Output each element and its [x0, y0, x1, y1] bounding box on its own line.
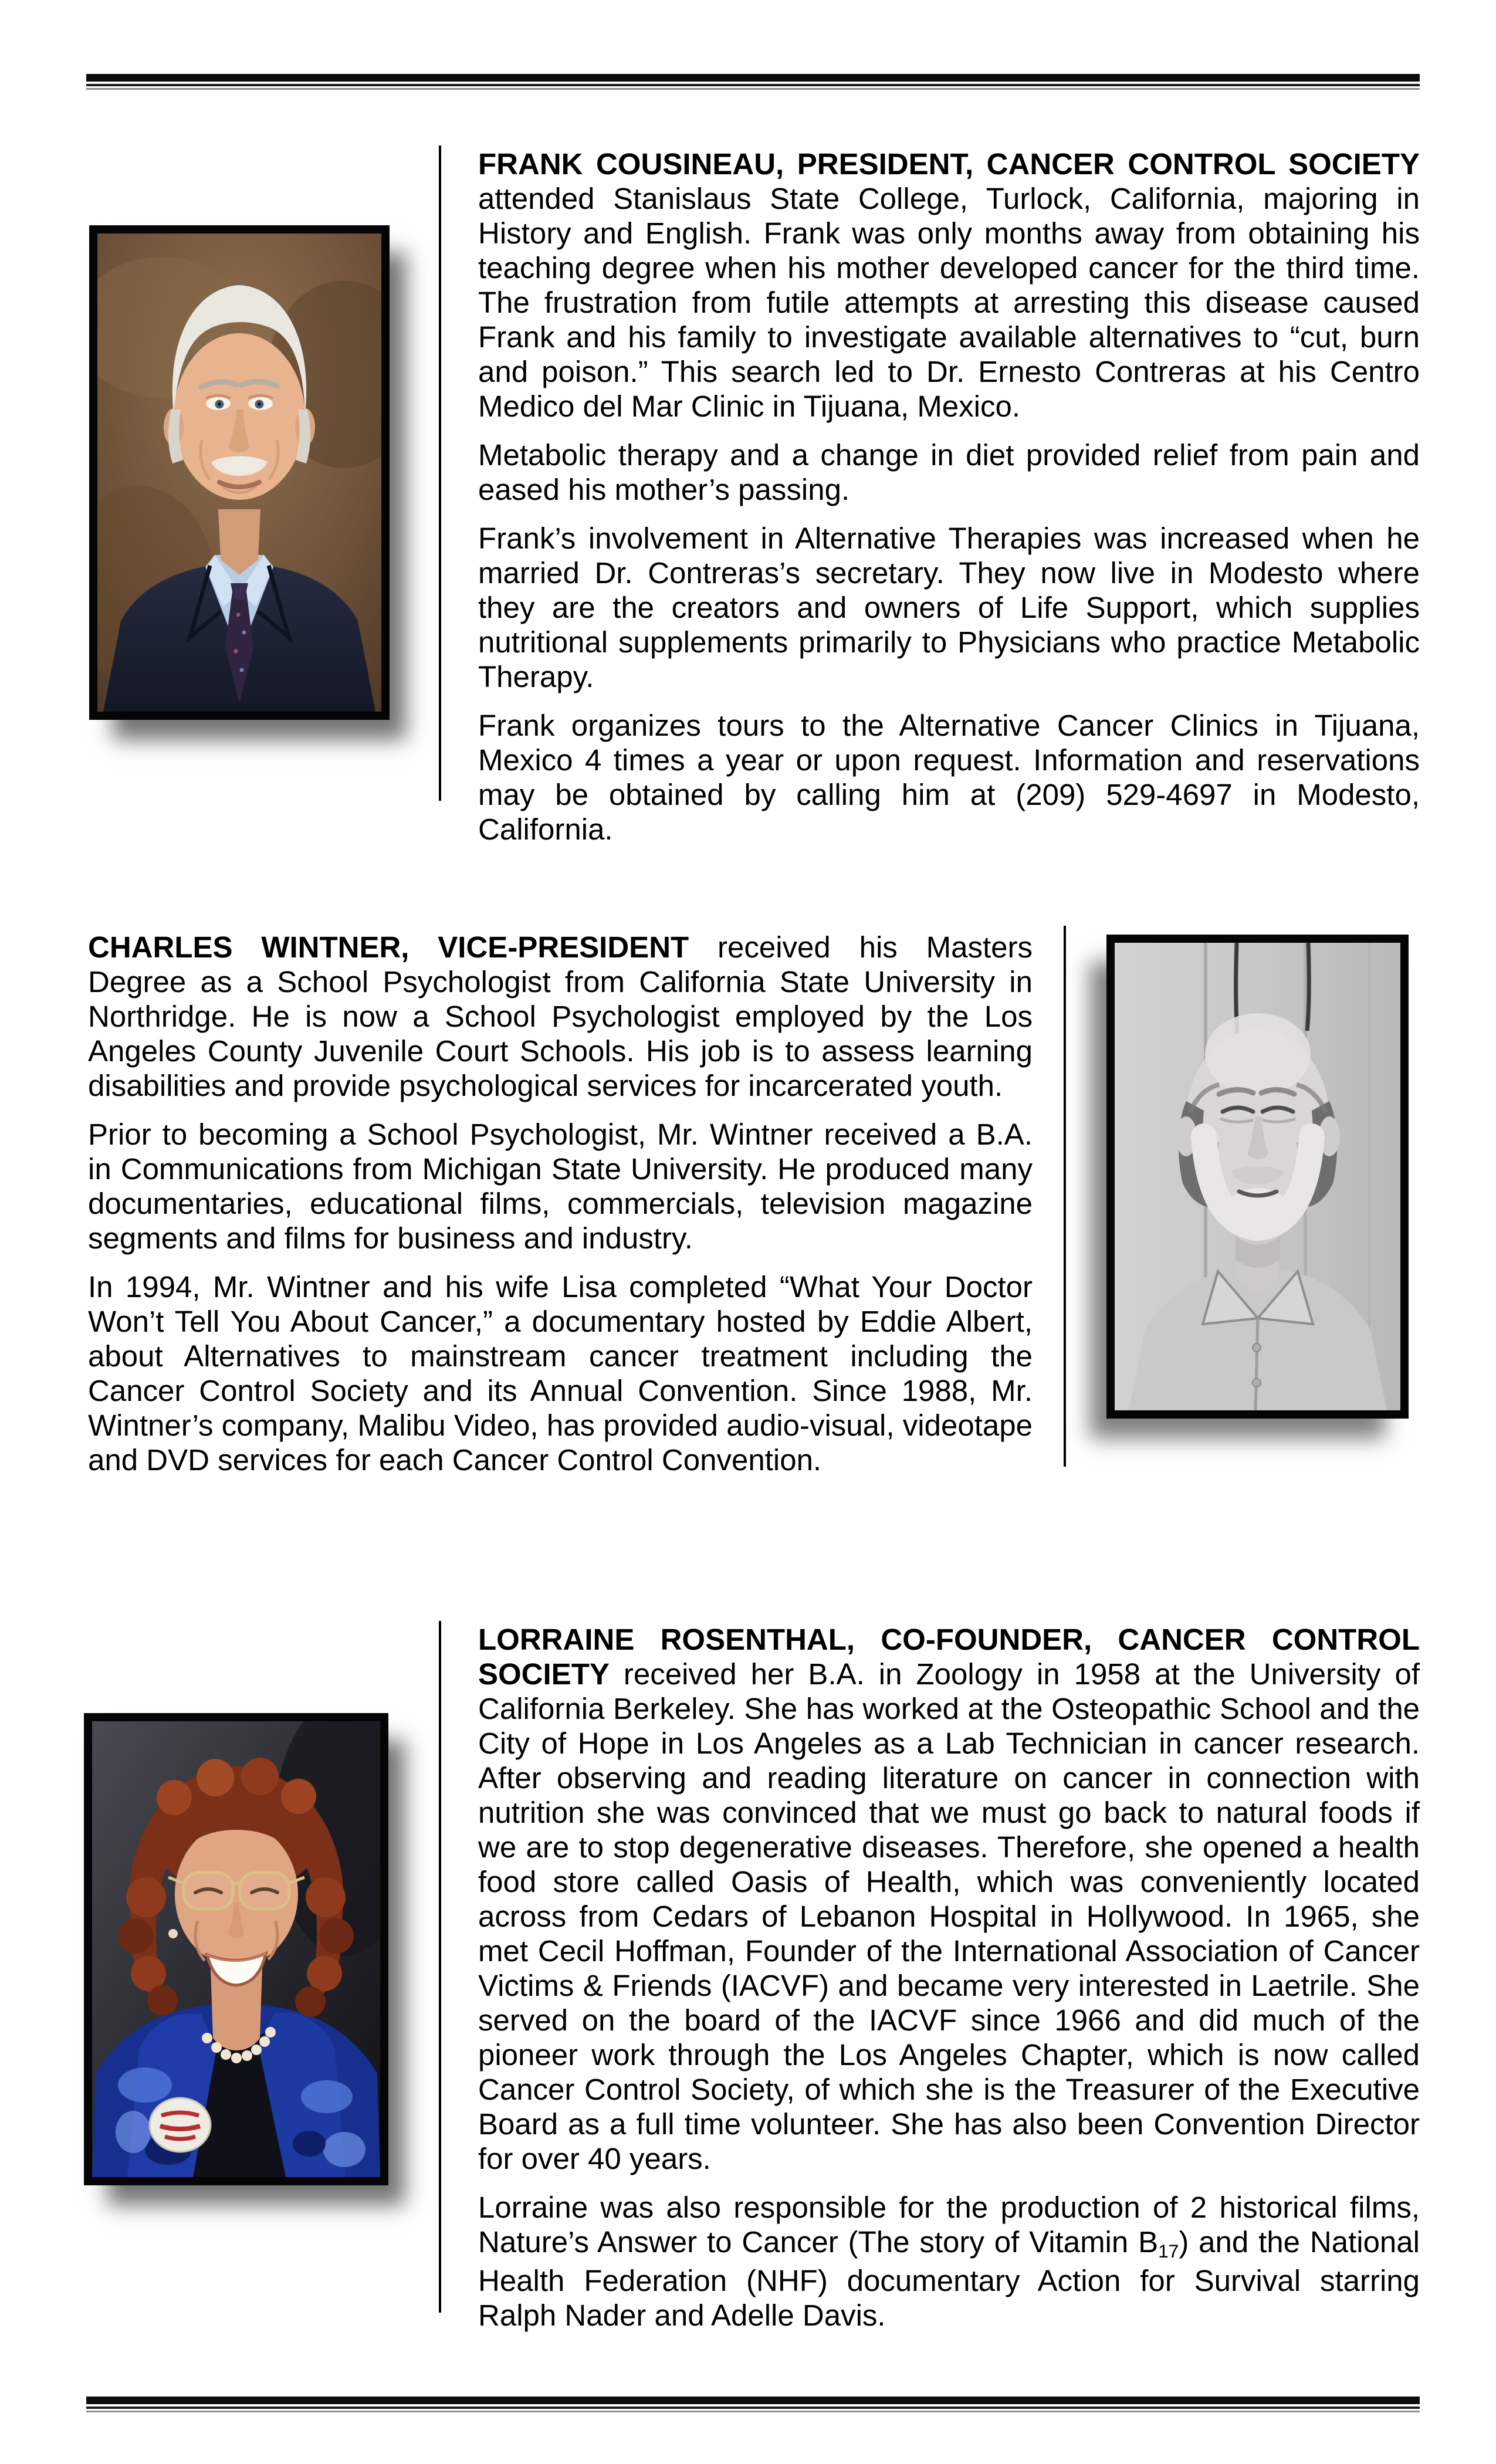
- lorraine-rosenthal-portrait-image: [92, 1721, 380, 2177]
- lorraine-heading: LORRAINE ROSENTHAL, CO-FOUNDER, CANCER CONTROL SOCIETY: [478, 1623, 1420, 1691]
- rule-thick-bar: [86, 2397, 1420, 2404]
- lorraine-text-column: [478, 1622, 1420, 2333]
- rule-thick-bar: [86, 74, 1420, 82]
- bio-paragraph: Metabolic therapy and a change in diet provided relief from pain and eased his mother’s passing.: [478, 438, 1420, 506]
- bio-paragraph: [88, 930, 1033, 1103]
- bio-paragraph: In 1994, Mr. Wintner and his wife Lisa completed “What Your Doctor Won’t Tell You About Cancer,” a documentary hosted by Eddie Albert, about Alternatives to mainstream cancer treatment including the Cancer Control Society and its Annual Convention. Since 1988, Mr. Wintner’s company, Malibu Video, has provided audio-visual, videotape and DVD services for each Cancer Control Convention.: [88, 1270, 1033, 1477]
- paragraph-text: Lorraine was also responsible for the production of 2 historical films, Nature’s Answer to Cancer (The story of Vitamin B: [478, 2191, 1420, 2259]
- bio-paragraph: Prior to becoming a School Psychologist, Mr. Wintner received a B.A. in Communications from Michigan State University. He produced many documentaries, educational films, commercials, television magazine segments and films for business and industry.: [88, 1118, 1033, 1255]
- frank-cousineau-photo: [89, 225, 390, 720]
- paragraph-text: received her B.A. in Zoology in 1958 at the University of California Berkeley. She has worked at the Osteopathic School and the City of Hope in Los Angeles as a Lab Technician in cancer research. After observing and reading literature on cancer in connection with nutrition she was convinced that we must go back to natural foods if we are to stop degenerative diseases. Therefore, she opened a health food store called Oasis of Health, which was conveniently located across from Cedars of Lebanon Hospital in Hollywood. In 1965, she met Cecil Hoffman, Founder of the International Association of Cancer Victims & Friends (IACVF) and became very interested in Laetrile. She served on the board of the IACVF since 1966 and did much of the pioneer work through the Los Angeles Chapter, which is now called Cancer Control Society, of which she is the Treasurer of the Executive Board as a full time volunteer. She has also been Convention Director for over 40 years.: [478, 1657, 1420, 2175]
- frank-text-column: [478, 147, 1420, 847]
- bio-paragraph: [478, 147, 1420, 424]
- divider-bar-charles: [1064, 926, 1066, 1467]
- paragraph-text: ) and the National Health Federation (NHF) documentary Action for Survival starring Ralph Nader and Adelle Davis.: [478, 2225, 1420, 2332]
- divider-bar-frank: [439, 145, 441, 801]
- paragraph-text: received his Masters Degree as a School Psychologist from California State University in Northridge. He is now a School Psychologist employed by the Los Angeles County Juvenile Court Schools. His job is to assess learning disabilities and provide psychological services for incarcerated youth.: [88, 930, 1033, 1102]
- frank-heading: FRANK COUSINEAU, PRESIDENT, CANCER CONTROL SOCIETY: [478, 147, 1420, 181]
- divider-bar-lorraine: [439, 1621, 441, 2313]
- bio-paragraph: [478, 2190, 1420, 2333]
- paragraph-text: attended Stanislaus State College, Turlock, California, majoring in History and English. Frank was only months away from obtaining his teaching degree when his mother developed cancer for the third time. The frustration from futile attempts at arresting this disease caused Frank and his family to investigate available alternatives to “cut, burn and poison.” This search led to Dr. Ernesto Contreras at his Centro Medico del Mar Clinic in Tijuana, Mexico.: [478, 182, 1420, 423]
- charles-wintner-portrait-image: [1115, 943, 1400, 1410]
- charles-wintner-photo: [1106, 935, 1409, 1419]
- rule-thin-line: [86, 88, 1420, 90]
- lorraine-rosenthal-photo: [84, 1713, 388, 2185]
- bottom-rule: [86, 2397, 1420, 2412]
- bio-paragraph: Frank’s involvement in Alternative Therapies was increased when he married Dr. Contreras’s secretary. They now live in Modesto where they are the creators and owners of Life Support, which supplies nutritional supplements primarily to Physicians who practice Metabolic Therapy.: [478, 522, 1420, 693]
- charles-text-column: [88, 930, 1033, 1477]
- charles-heading: CHARLES WINTNER, VICE-PRESIDENT: [88, 930, 689, 964]
- bio-paragraph: [478, 1622, 1420, 2176]
- top-rule: [86, 74, 1420, 90]
- frank-cousineau-portrait-image: [97, 233, 381, 712]
- vitamin-b17-subscript: 17: [1158, 2240, 1179, 2262]
- rule-thin-line: [86, 2411, 1420, 2412]
- bio-paragraph: Frank organizes tours to the Alternative Cancer Clinics in Tijuana, Mexico 4 times a year or upon request. Information and reservations may be obtained by calling him at (209) 529-4697 in Modesto, California.: [478, 709, 1420, 846]
